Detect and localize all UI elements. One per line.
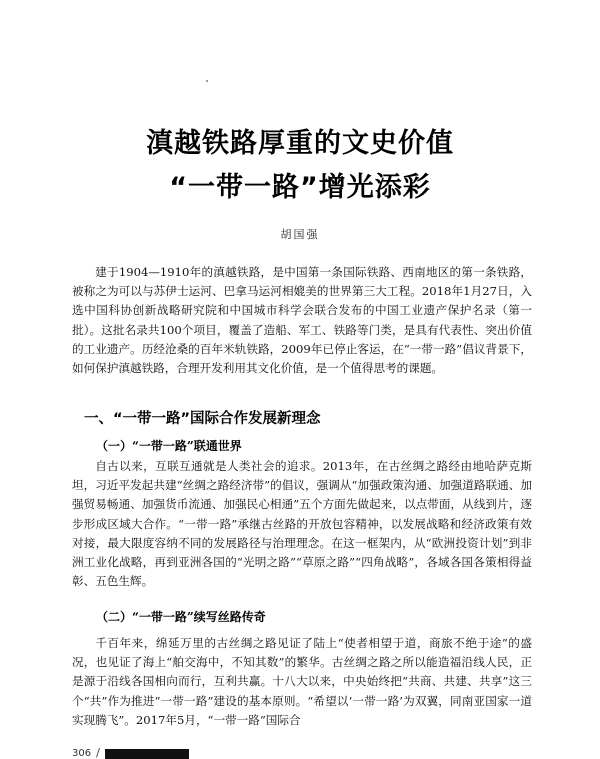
footer-separator: / [96, 746, 100, 759]
scan-speck [206, 80, 208, 82]
intro-paragraph [72, 263, 532, 378]
author-name: 胡国强 [280, 228, 320, 241]
section-heading-1: 一、“一带一路”国际合作发展新理念 [84, 411, 321, 427]
page-number: 306 [72, 748, 92, 759]
article-title-line1: 滇越铁路厚重的文史价值 [146, 128, 454, 159]
subsection-heading-2: （二）“一带一路”续写丝路传奇 [96, 610, 266, 624]
section1-text-2: 千百年来，绵延万里的古丝绸之路见证了陆上“使者相望于道，商旅不绝于途”的盛况，也见证了海上“舶交海中，不知其数”的繁华。古丝绸之路之所以能造福沿线人民，正是源于沿线各国相向而行，互利共赢。十八大以来，中央始终把“共商、共建、共享”这三个“共”作为推进“一带一路”建设的基本原则。“希望以‘一带一路’为双翼，同南亚国家一道实现腾飞”。2017年5月，“一带一路”国际合 [72, 636, 532, 727]
section1-text-1: 自古以来，互联互通就是人类社会的追求。2013年，在古丝绸之路经由地哈萨克斯坦，习近平发起共建“丝绸之路经济带”的倡议，强调从“加强政策沟通、加强道路联通、加强贸易畅通、加强货币流通、加强民心相通”五个方面先做起来，以点带面，从线到片，逐步形成区域大合作。“一带一路”承继古丝路的开放包容精神，以发展战略和经济政策有效对接，最大限度容纳不同的发展路径与治理理念。在这一框架内，从“欧洲投资计划”到非洲工业化战略，再到亚洲各国的“光明之路”“草原之路”“四角战略”，各域各国各策相得益彰、五色生辉。 [72, 459, 532, 589]
section1-paragraph-1 [72, 457, 532, 591]
intro-text: 建于1904—1910年的滇越铁路，是中国第一条国际铁路、西南地区的第一条铁路，被称之为可以与苏伊士运河、巴拿马运河相媲美的世界第三大工程。2018年1月27日，入选中国科协创新战略研究院和中国城市科学会联合发布的中国工业遗产保护名录（第一批）。这批名录共100个项目，覆盖了造船、军工、铁路等门类，是具有代表性、突出价值的工业遗产。历经沧桑的百年米轨铁路，2009年已停止客运，在“一带一路”倡议背景下，如何保护滇越铁路，合理开发利用其文化价值，是一个值得思考的课题。 [72, 265, 532, 376]
article-title-line2: “一带一路”增光添彩 [169, 172, 431, 203]
section1-paragraph-2 [72, 634, 532, 730]
page-footer [72, 746, 189, 759]
subsection-heading-1: （一）“一带一路”联通世界 [96, 439, 242, 453]
